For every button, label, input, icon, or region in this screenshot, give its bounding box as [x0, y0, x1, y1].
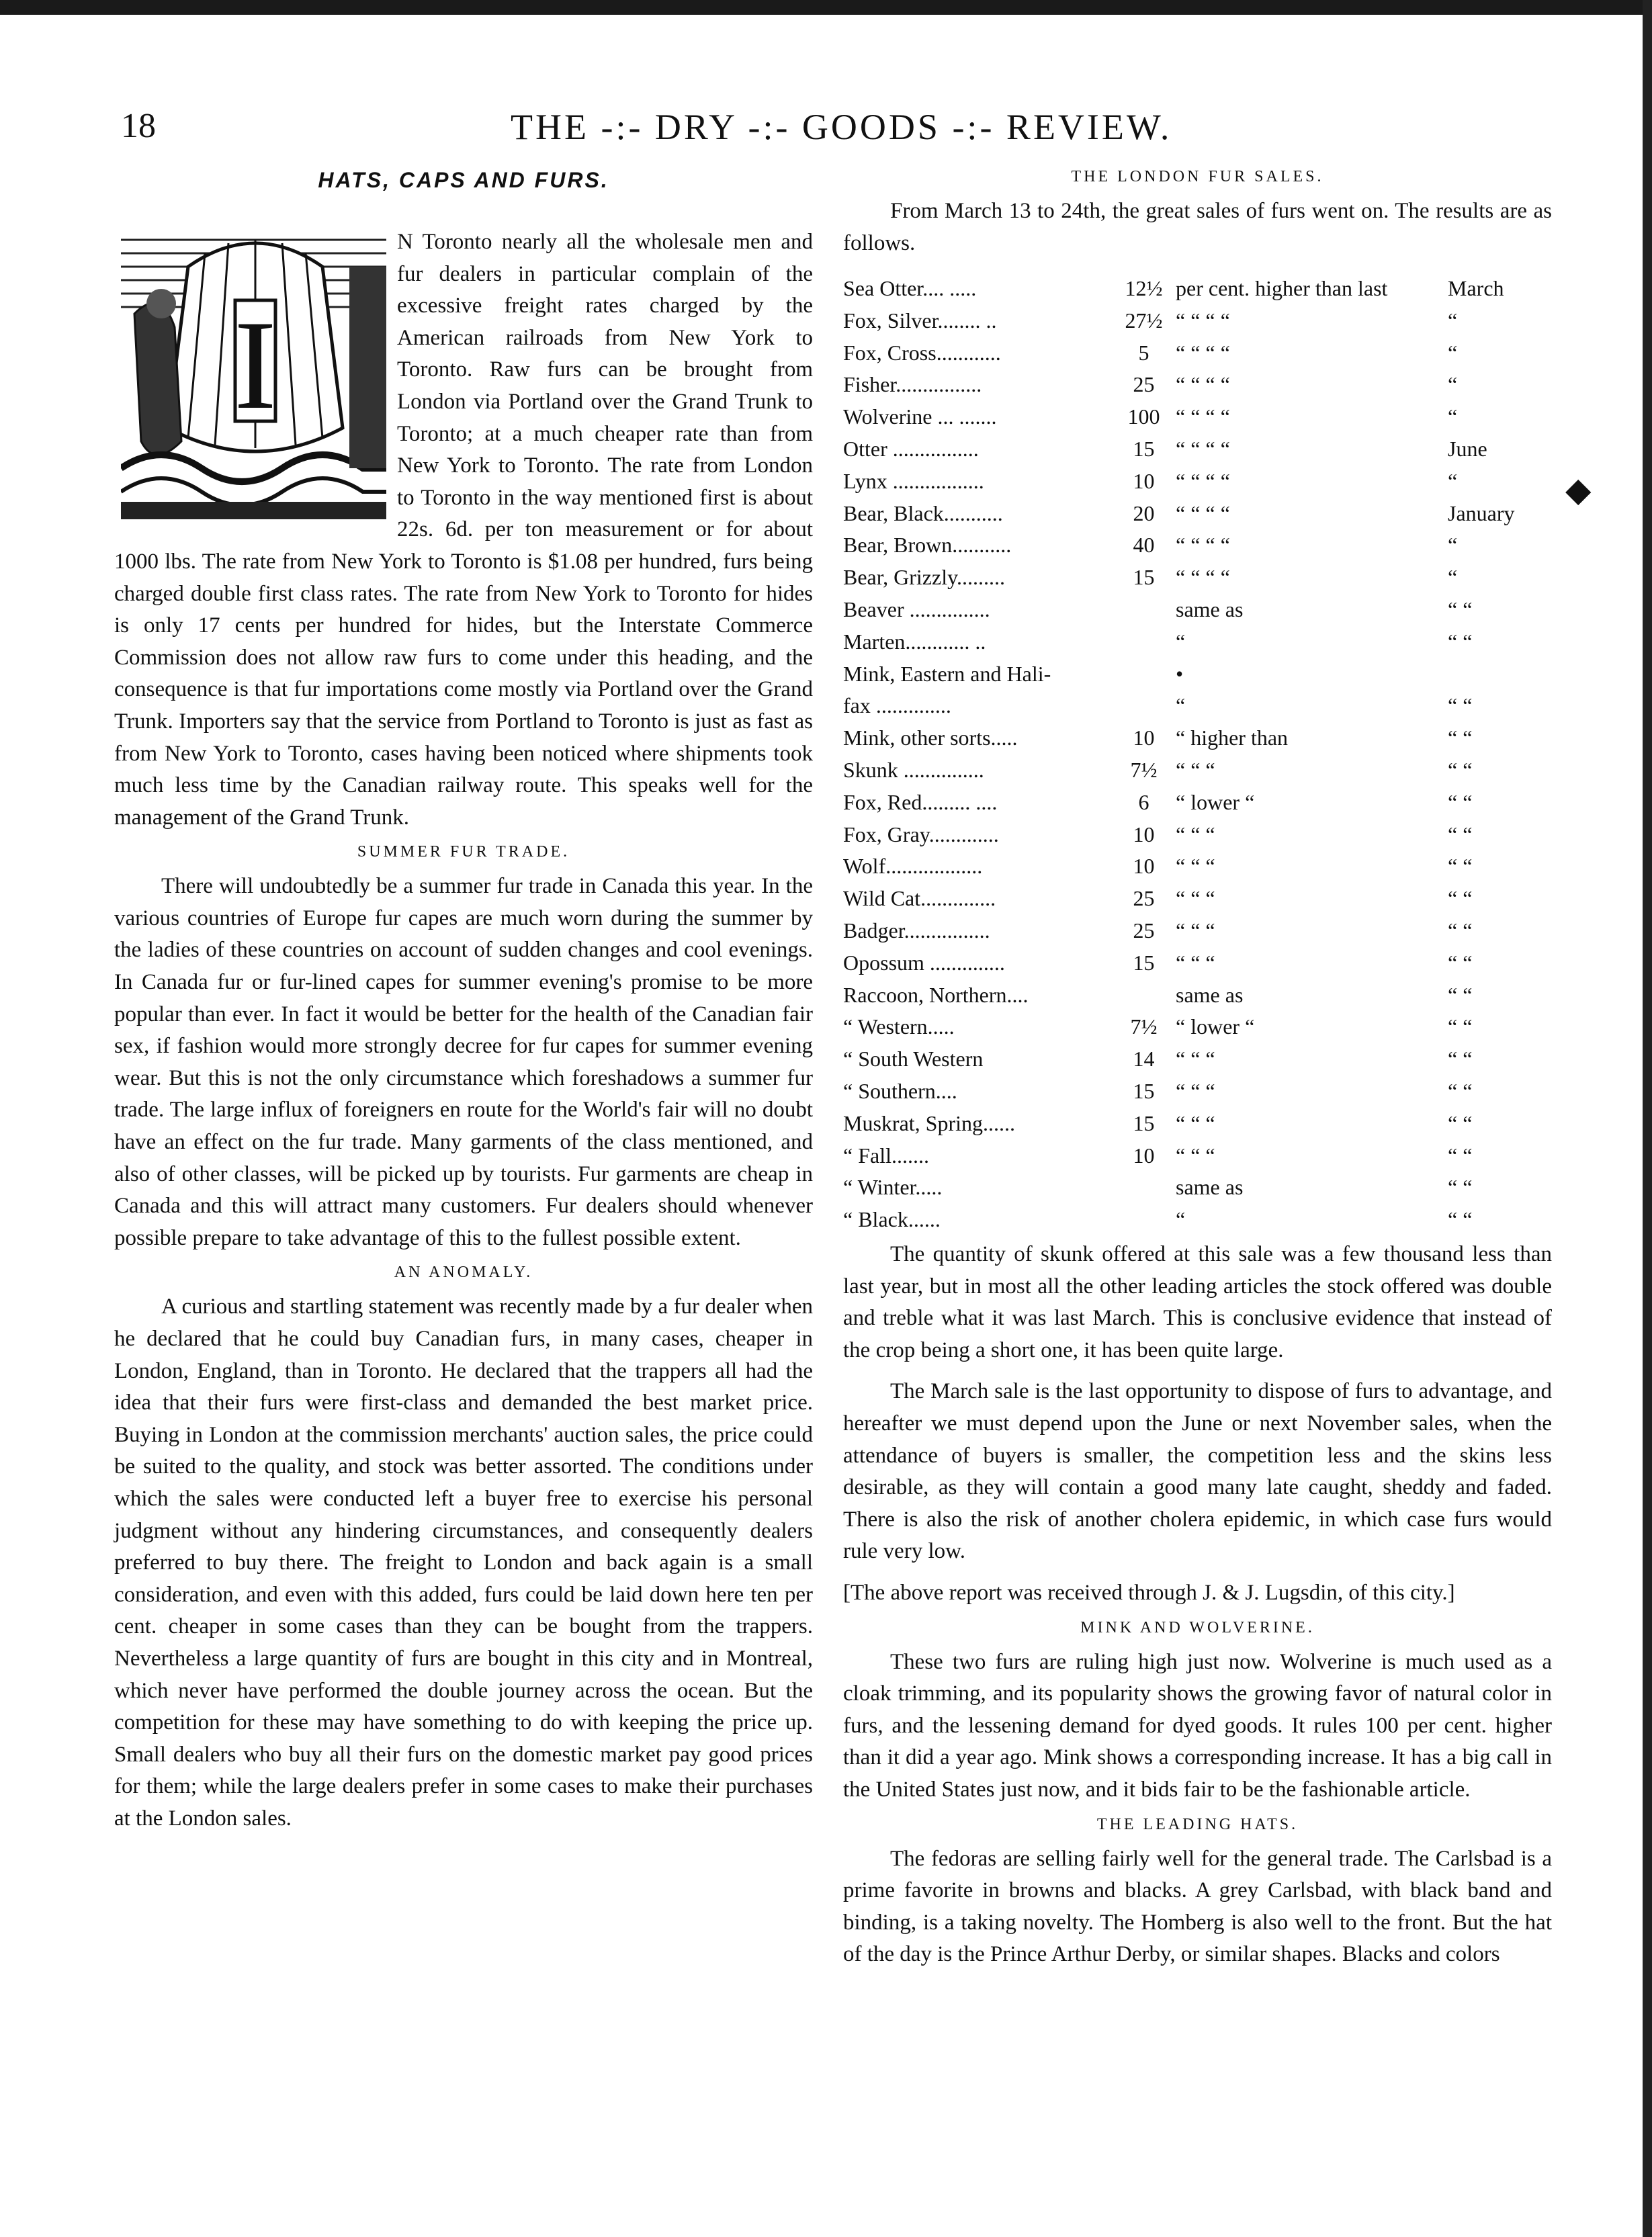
fur-month-cell: “ “ — [1448, 597, 1473, 621]
fur-name-cell: “ Winter..... — [843, 1175, 943, 1200]
fur-change-cell: per cent. higher than last — [1176, 275, 1388, 300]
fur-change-cell: “ “ “ “ — [1176, 468, 1230, 493]
fur-month-cell: “ “ — [1448, 982, 1473, 1007]
fur-table-row — [843, 815, 1549, 847]
fur-percent-cell: 10 — [1133, 854, 1155, 879]
fur-table-row — [843, 429, 1549, 462]
fur-name-cell: Bear, Black........... — [843, 500, 1003, 525]
fur-table-row — [843, 1104, 1549, 1136]
page-number: 18 — [121, 107, 156, 145]
fur-name-cell: Badger................ — [843, 918, 990, 942]
fur-change-cell: “ — [1176, 1207, 1186, 1232]
fur-month-cell: “ — [1448, 372, 1458, 397]
fur-month-cell: “ “ — [1448, 789, 1473, 814]
fur-name-cell: Mink, Eastern and Hali- — [843, 661, 1051, 686]
fur-change-cell: “ “ “ “ — [1176, 340, 1230, 365]
fur-change-cell: “ “ “ “ — [1176, 372, 1230, 397]
fur-change-cell: • — [1176, 661, 1184, 686]
fur-month-cell: June — [1448, 436, 1487, 461]
fur-percent-cell: 10 — [1133, 468, 1155, 493]
fur-name-cell: Marten............ .. — [843, 629, 986, 654]
fur-change-cell: same as — [1176, 597, 1244, 621]
fur-change-cell: “ “ “ — [1176, 757, 1215, 782]
fur-table-row — [843, 494, 1549, 526]
fur-name-cell: “ South Western — [843, 1047, 984, 1071]
fur-month-cell: “ — [1448, 565, 1458, 590]
fur-table-row — [843, 1136, 1549, 1168]
fur-change-cell: “ “ “ “ — [1176, 436, 1230, 461]
london-intro: From March 13 to 24th, the great sales of furs went on. The results are as follows. — [843, 199, 1552, 255]
fur-month-cell: “ “ — [1448, 1175, 1473, 1200]
fur-month-cell: “ “ — [1448, 1014, 1473, 1039]
fur-percent-cell: 7½ — [1130, 757, 1158, 782]
fur-price-table — [843, 269, 1549, 1232]
fur-table-row — [843, 397, 1549, 429]
mink-heading: MINK AND WOLVERINE. — [1080, 1618, 1315, 1636]
fur-percent-cell: 15 — [1133, 565, 1155, 590]
fur-table-row — [843, 526, 1549, 558]
fur-month-cell: “ “ — [1448, 918, 1473, 942]
fur-name-cell: Otter ................ — [843, 436, 979, 461]
fur-percent-cell: 15 — [1133, 436, 1155, 461]
fur-month-cell: “ “ — [1448, 1110, 1473, 1135]
decorative-dropcap — [121, 226, 386, 519]
page-masthead: THE -:- DRY -:- GOODS -:- REVIEW. — [511, 107, 1172, 147]
fur-change-cell: “ “ “ — [1176, 1143, 1215, 1168]
fur-name-cell: Wild Cat.............. — [843, 886, 996, 911]
fur-month-cell: “ — [1448, 468, 1458, 493]
fur-month-cell: January — [1448, 500, 1515, 525]
fur-percent-cell: 5 — [1138, 340, 1149, 365]
fur-percent-cell: 25 — [1133, 372, 1155, 397]
right-column — [843, 168, 1552, 1980]
fur-percent-cell: 15 — [1133, 1078, 1155, 1103]
fur-name-cell: Fisher................ — [843, 372, 982, 397]
fur-change-cell: “ “ “ — [1176, 886, 1215, 911]
fur-percent-cell: 15 — [1133, 950, 1155, 975]
fur-month-cell: “ “ — [1448, 822, 1473, 846]
skunk-paragraph: The quantity of skunk offered at this sale was a few thousand less than last year, but in most all the other leading articles the stock offered was double and treble what it was last March. This is conclusive evidence that instead of the crop being a short one, it has been quite large. — [843, 1242, 1552, 1362]
fur-month-cell: “ “ — [1448, 629, 1473, 654]
fur-percent-cell — [1112, 590, 1176, 622]
fur-percent-cell: 7½ — [1130, 1014, 1158, 1039]
fur-percent-cell: 40 — [1133, 533, 1155, 558]
fur-change-cell: “ “ “ “ — [1176, 533, 1230, 558]
fur-table-row — [843, 269, 1549, 301]
fur-change-cell: “ “ “ — [1176, 950, 1215, 975]
fur-percent-cell: 25 — [1133, 886, 1155, 911]
dropcap-letter: I — [234, 295, 277, 436]
fur-change-cell: “ “ “ — [1176, 854, 1215, 879]
fur-name-cell: fax .............. — [843, 693, 951, 718]
fur-change-cell: “ — [1176, 693, 1186, 718]
fur-month-cell: “ “ — [1448, 1207, 1473, 1232]
fur-name-cell: “ Southern.... — [843, 1078, 957, 1103]
fur-percent-cell — [1112, 975, 1176, 1008]
fur-change-cell: “ “ “ “ — [1176, 500, 1230, 525]
fur-table-row — [843, 687, 1549, 719]
fur-month-cell: “ “ — [1448, 757, 1473, 782]
fur-percent-cell — [1112, 687, 1176, 719]
fur-percent-cell: 14 — [1133, 1047, 1155, 1071]
fur-change-cell: “ “ “ — [1176, 1078, 1215, 1103]
fur-percent-cell — [1112, 622, 1176, 654]
fur-percent-cell: 20 — [1133, 500, 1155, 525]
fur-name-cell: Fox, Red......... .... — [843, 789, 998, 814]
fur-month-cell: “ — [1448, 404, 1458, 429]
fur-name-cell: Opossum .............. — [843, 950, 1005, 975]
intro-paragraph: N Toronto nearly all the wholesale men and fur dealers in particular complain of the excessive freight rates charged by the American railroads from New York to Toronto. Raw furs can be brought from London via Portland over the Grand Trunk to Toronto; at a much cheaper rate than from New York to Toronto. The rate from London to Toronto in the way mentioned first is about 22s. 6d. per ton measurement or for about 1000 lbs. The rate from New York to Toronto is $1.08 per hundred, furs being charged double first class rates. The rate from New York to Toronto for hides is only 17 cents per hundred for hides, but the Interstate Commerce Commission does not allow raw furs to come under this heading, and the consequence is that fur importations come mostly via Portland over the Grand Trunk. Importers say that the service from Portland to Toronto is just as fast as from New York to Toronto, cases having been noticed where shipments took much less time by the Canadian railway route. This speaks well for the management of the Grand Trunk. — [114, 230, 813, 830]
fur-name-cell: “ Fall....... — [843, 1143, 929, 1168]
fur-table-row — [843, 462, 1549, 494]
fur-month-cell: “ — [1448, 533, 1458, 558]
fur-month-cell: “ “ — [1448, 950, 1473, 975]
fur-table-row — [843, 365, 1549, 398]
fur-table-row — [843, 1071, 1549, 1104]
fur-change-cell: “ “ “ — [1176, 918, 1215, 942]
fur-percent-cell: 10 — [1133, 1143, 1155, 1168]
fur-name-cell: Bear, Brown........... — [843, 533, 1012, 558]
fur-month-cell: “ — [1448, 340, 1458, 365]
anomaly-heading: AN ANOMALY. — [394, 1264, 533, 1282]
fur-table-row — [843, 783, 1549, 815]
dropcap-illustration — [121, 226, 386, 519]
fur-change-cell: same as — [1176, 1175, 1244, 1200]
fur-name-cell: Muskrat, Spring...... — [843, 1110, 1015, 1135]
fur-change-cell: “ “ “ — [1176, 1110, 1215, 1135]
summer-paragraph: There will undoubtedly be a summer fur trade in Canada this year. In the various countries of Europe fur capes are much worn during the summer by the ladies of these countries on account of sudden changes and cool evenings. In Canada fur or fur-lined capes for summer evening's promise to be more popular than ever. In fact it would be better for the health of the Canadian fair sex, if fashion would more strongly decree for fur capes for summer evening wear. But this is not the only circumstance which foreshadows a summer fur trade. The large influx of foreigners en route for the World's fair will no doubt have an effect on the fur trade. Many garments of the class mentioned, and also of other classes, will be picked up by tourists. Fur garments are cheap in Canada and this will attract many customers. Fur dealers should whenever possible prepare to take advantage of this to the fullest possible extent. — [114, 874, 813, 1250]
fur-table-row — [843, 943, 1549, 975]
hats-paragraph: The fedoras are selling fairly well for the general trade. The Carlsbad is a prime favorite in browns and blacks. A grey Carlsbad, with black band and binding, is a taking novelty. The Homberg is also well to the front. But the hat of the day is the Prince Arthur Derby, or similar shapes. Blacks and colors — [843, 1846, 1552, 1967]
fur-percent-cell: 27½ — [1125, 308, 1163, 333]
fur-table-row — [843, 1008, 1549, 1040]
fur-table-row — [843, 750, 1549, 783]
fur-table-row — [843, 1200, 1549, 1232]
fur-change-cell: “ lower “ — [1176, 1014, 1255, 1039]
fur-percent-cell: 6 — [1138, 789, 1149, 814]
fur-month-cell: “ “ — [1448, 1143, 1473, 1168]
left-column — [114, 168, 813, 1845]
fur-name-cell: Raccoon, Northern.... — [843, 982, 1029, 1007]
fur-table-row — [843, 622, 1549, 654]
fur-table-row — [843, 879, 1549, 911]
fur-percent-cell: 10 — [1133, 822, 1155, 846]
fur-table-row — [843, 1168, 1549, 1200]
fur-month-cell: “ “ — [1448, 1047, 1473, 1071]
fur-name-cell: “ Black...... — [843, 1207, 941, 1232]
fur-month-cell: “ “ — [1448, 854, 1473, 879]
fur-table-row — [843, 718, 1549, 750]
fur-change-cell: “ “ “ “ — [1176, 404, 1230, 429]
fur-percent-cell: 100 — [1127, 404, 1160, 429]
ink-mark: ◆ — [1565, 471, 1592, 509]
mink-paragraph: These two furs are ruling high just now. Wolverine is much used as a cloak trimming, and its popularity shows the growing favor of natural color in furs, and the lessening demand for dyed goods. It rules 100 per cent. higher than it did a year ago. Mink shows a corresponding increase. It has a big call in the United States just now, and it bids fair to be the fashionable article. — [843, 1649, 1552, 1802]
fur-table-row — [843, 911, 1549, 943]
fur-change-cell: “ “ “ “ — [1176, 565, 1230, 590]
fur-name-cell: Fox, Gray............. — [843, 822, 999, 846]
hats-heading: THE LEADING HATS. — [1096, 1815, 1299, 1833]
fur-table-row — [843, 975, 1549, 1008]
fur-month-cell: “ “ — [1448, 726, 1473, 750]
fur-table-row — [843, 847, 1549, 879]
fur-name-cell: Skunk ............... — [843, 757, 984, 782]
section-title: HATS, CAPS AND FURS. — [318, 168, 609, 192]
fur-table-body — [843, 269, 1549, 1232]
fur-name-cell: Bear, Grizzly......... — [843, 565, 1005, 590]
report-note: [The above report was received through J. & J. Lugsdin, of this city.] — [843, 1581, 1455, 1606]
fur-table-row — [843, 301, 1549, 333]
fur-month-cell: “ “ — [1448, 693, 1473, 718]
fur-name-cell: Sea Otter.... ..... — [843, 275, 977, 300]
scan-right-edge — [1643, 0, 1652, 2237]
fur-name-cell: Mink, other sorts..... — [843, 726, 1018, 750]
fur-percent-cell: 12½ — [1125, 275, 1163, 300]
fur-percent-cell: 25 — [1133, 918, 1155, 942]
scan-top-edge — [0, 0, 1652, 15]
fur-month-cell: March — [1448, 275, 1504, 300]
fur-name-cell: Wolverine ... ....... — [843, 404, 997, 429]
fur-table-row — [843, 1039, 1549, 1071]
fur-percent-cell: 10 — [1133, 726, 1155, 750]
fur-name-cell: Fox, Cross............ — [843, 340, 1001, 365]
fur-month-cell: “ “ — [1448, 1078, 1473, 1103]
fur-name-cell: Lynx ................. — [843, 468, 984, 493]
fur-change-cell: “ — [1176, 629, 1186, 654]
fur-table-row — [843, 558, 1549, 590]
fur-table-row — [843, 590, 1549, 622]
fur-month-cell: “ — [1448, 308, 1458, 333]
fur-name-cell: “ Western..... — [843, 1014, 955, 1039]
fur-percent-cell — [1112, 654, 1176, 687]
fur-month-cell — [1448, 654, 1549, 687]
fur-percent-cell — [1112, 1200, 1176, 1232]
fur-change-cell: “ lower “ — [1176, 789, 1255, 814]
fur-table-row — [843, 333, 1549, 365]
fur-name-cell: Fox, Silver........ .. — [843, 308, 997, 333]
fur-name-cell: Wolf.................. — [843, 854, 983, 879]
fur-month-cell: “ “ — [1448, 886, 1473, 911]
fur-percent-cell: 15 — [1133, 1110, 1155, 1135]
fur-change-cell: “ “ “ — [1176, 1047, 1215, 1071]
fur-percent-cell — [1112, 1168, 1176, 1200]
fur-table-row — [843, 654, 1549, 687]
fur-change-cell: “ “ “ — [1176, 822, 1215, 846]
anomaly-paragraph: A curious and startling statement was recently made by a fur dealer when he declared that he could buy Canadian furs, in many cases, cheaper in London, England, than in Toronto. He declared that the trappers all had the idea that their furs were first-class and demanded the best market price. Buying in London at the commission merchants' auction sales, the price could be suited to the quality, and stock was better assorted. The conditions under which the sales were conducted left a buyer free to exercise his personal judgment without any hindering circumstances, and consequently dealers preferred to buy there. The freight to London and back again is a small consideration, and even with this added, furs could be laid down here ten per cent. cheaper in some cases than they can be bought from the trappers. Nevertheless a large quantity of furs are bought in this city and in Montreal, which never have performed the double journey across the ocean. But the competition for these may have something to do with keeping the price up. Small dealers who buy all their furs on the domestic market pay good prices for them; while the large dealers prefer in some cases to make their purchases at the London sales. — [114, 1295, 813, 1831]
summer-heading: SUMMER FUR TRADE. — [357, 843, 570, 861]
london-heading: THE LONDON FUR SALES. — [1071, 168, 1324, 185]
march-paragraph: The March sale is the last opportunity to dispose of furs to advantage, and hereafter we must depend upon the June or next November sales, when the attendance of buyers is smaller, the competition less and the skins less desirable, as they will contain a good many late caught, sheddy and faded. There is also the risk of another cholera epidemic, in which case furs would rule very low. — [843, 1379, 1552, 1564]
fur-change-cell: “ “ “ “ — [1176, 308, 1230, 333]
fur-name-cell: Beaver ............... — [843, 597, 990, 621]
fur-change-cell: same as — [1176, 982, 1244, 1007]
fur-change-cell: “ higher than — [1176, 726, 1289, 750]
intro-block — [114, 226, 813, 834]
